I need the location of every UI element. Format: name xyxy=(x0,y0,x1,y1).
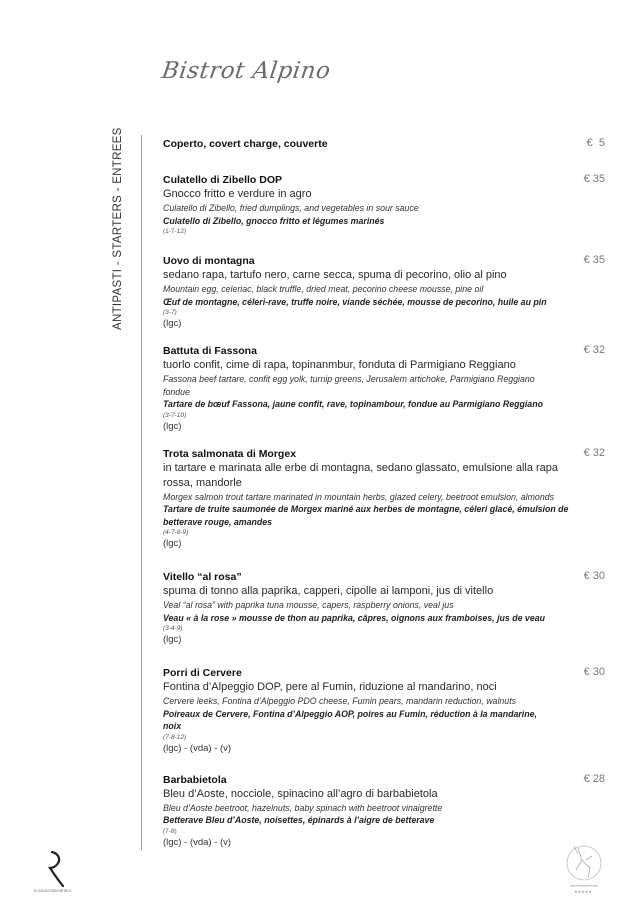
item-tags: (lgc) xyxy=(163,318,182,329)
item-description-fr: Œuf de montagne, céleri-rave, truffe noire, viande séchée, mousse de pecorino, huile au pin xyxy=(163,296,547,307)
item-price: € 28 xyxy=(583,772,605,785)
item-allergens: (7-8-12) xyxy=(163,733,187,741)
item-description-fr: Poireaux de Cervere, Fontina d’Alpeggio AOP, poires au Fumin, réduction à la mandarine, noix xyxy=(163,708,537,731)
item-description-en: Culatello di Zibello, fried dumplings, and vegetables in sour sauce xyxy=(163,203,419,213)
item-description-fr: Culatello di Zibello, gnocco fritto et légumes marinés xyxy=(163,215,385,226)
item-name: Trota salmonata di Morgex xyxy=(163,447,297,460)
item-tags: (lgc) - (vda) - (v) xyxy=(163,742,232,754)
item-description-fr: Betterave Bleu d’Aoste, noisettes, épinards à l’aigre de betterave xyxy=(163,815,435,825)
r-collection-logo-icon xyxy=(30,850,80,895)
item-price: € 35 xyxy=(583,254,605,266)
item-tags: (lgc) xyxy=(163,634,182,645)
item-description-en: Cervere leeks, Fontina d’Alpeggio PDO cheese, Fumin pears, mandarin reduction, walnuts xyxy=(163,696,517,706)
item-description-it: spuma di tonno alla paprika, capperi, cipolle ai lamponi, jus di vitello xyxy=(163,585,494,597)
menu-item xyxy=(163,344,603,433)
item-description-it: tuorlo confit, cime di rapa, topinanmbur, fonduta di Parmigiano Reggiano xyxy=(163,359,516,371)
section-label: ANTIPASTI - STARTERS - ENTREES xyxy=(112,127,124,330)
item-name: Culatello di Zibello DOP xyxy=(163,174,283,186)
item-price: € 32 xyxy=(583,446,605,459)
item-allergens: (7-8) xyxy=(163,827,177,835)
svg-text:★★★★★: ★★★★★ xyxy=(574,889,592,894)
menu-item xyxy=(163,773,603,849)
deer-emblem-logo-icon xyxy=(560,838,610,898)
item-price: € 35 xyxy=(583,173,605,185)
menu-item xyxy=(163,447,603,551)
item-description-en: Mountain egg, celeriac, black truffle, dried meat, pecorino cheese mousse, pine oil xyxy=(163,284,484,294)
item-allergens: (3-7) xyxy=(163,309,177,316)
item-price: € 30 xyxy=(583,570,605,582)
item-description-en: Veal “al rosa” with paprika tuna mousse, capers, raspberry onions, veal jus xyxy=(163,600,454,610)
item-price: € 5 xyxy=(586,137,605,149)
item-description-en: Bleu d’Aoste beetroot, hazelnuts, baby spinach with beetroot vinaigrette xyxy=(163,802,443,813)
item-price: € 30 xyxy=(583,666,605,678)
item-tags: (lgc) xyxy=(163,420,182,432)
item-name: Uovo di montagna xyxy=(163,255,255,267)
item-allergens: (3-4-9) xyxy=(163,625,183,632)
item-description-it: sedano rapa, tartufo nero, carne secca, spuma di pecorino, olio al pino xyxy=(163,269,507,281)
item-description-fr: Veau « à la rose » mousse de thon au paprika, câpres, oignons aux framboises, jus de veau xyxy=(163,612,545,623)
item-name: Porri di Cervere xyxy=(163,667,242,679)
item-tags: (lgc) xyxy=(163,538,182,549)
item-description-it: in tartare e marinata alle erbe di montagna, sedano glassato, emulsione alla rapa rossa, mandorle xyxy=(163,461,559,489)
item-description-it: Fontina d’Alpeggio DOP, pere al Fumin, riduzione al mandarino, noci xyxy=(163,681,497,693)
item-price: € 32 xyxy=(583,344,605,356)
menu-item xyxy=(163,666,603,755)
item-allergens: (4-7-8-9) xyxy=(163,529,189,536)
section-divider xyxy=(141,135,142,850)
menu-items xyxy=(163,137,603,863)
menu-item xyxy=(163,254,603,330)
item-description-it: Gnocco fritto e verdure in agro xyxy=(163,188,312,200)
svg-text:R COLLECTION HOTELS: R COLLECTION HOTELS xyxy=(34,889,72,893)
item-description-fr: Tartare de bœuf Fassona, jaune confit, rave, topinambour, fondue au Parmigiano Reggiano xyxy=(163,399,543,409)
item-name: Barbabietola xyxy=(163,773,227,786)
item-description-en: Fassona beef tartare, confit egg yolk, turnip greens, Jerusalem artichoke, Parmigiano Reggiano fondue xyxy=(163,374,535,397)
item-allergens: (3-7-10) xyxy=(163,411,187,419)
item-allergens: (1-7-12) xyxy=(163,228,187,235)
menu-item xyxy=(163,173,603,237)
item-name: Vitello “al rosa” xyxy=(163,571,242,583)
item-description-fr: Tartare de truite saumonée de Morgex mariné aux herbes de montagne, céleri glacé, émulsion de betterave rouge, amandes xyxy=(163,504,569,527)
item-name: Coperto, covert charge, couverte xyxy=(163,138,328,150)
item-description-en: Morgex salmon trout tartare marinated in mountain herbs, glazed celery, beetroot emulsion, almonds xyxy=(163,491,555,502)
restaurant-title: Bistrot Alpino xyxy=(160,58,333,84)
menu-item xyxy=(163,570,603,646)
item-description-it: Bleu d’Aoste, nocciole, spinacino all’agro di barbabietola xyxy=(163,787,438,800)
item-tags: (lgc) - (vda) - (v) xyxy=(163,836,232,848)
menu-item-coperto xyxy=(163,137,603,151)
item-name: Battuta di Fassona xyxy=(163,345,257,357)
